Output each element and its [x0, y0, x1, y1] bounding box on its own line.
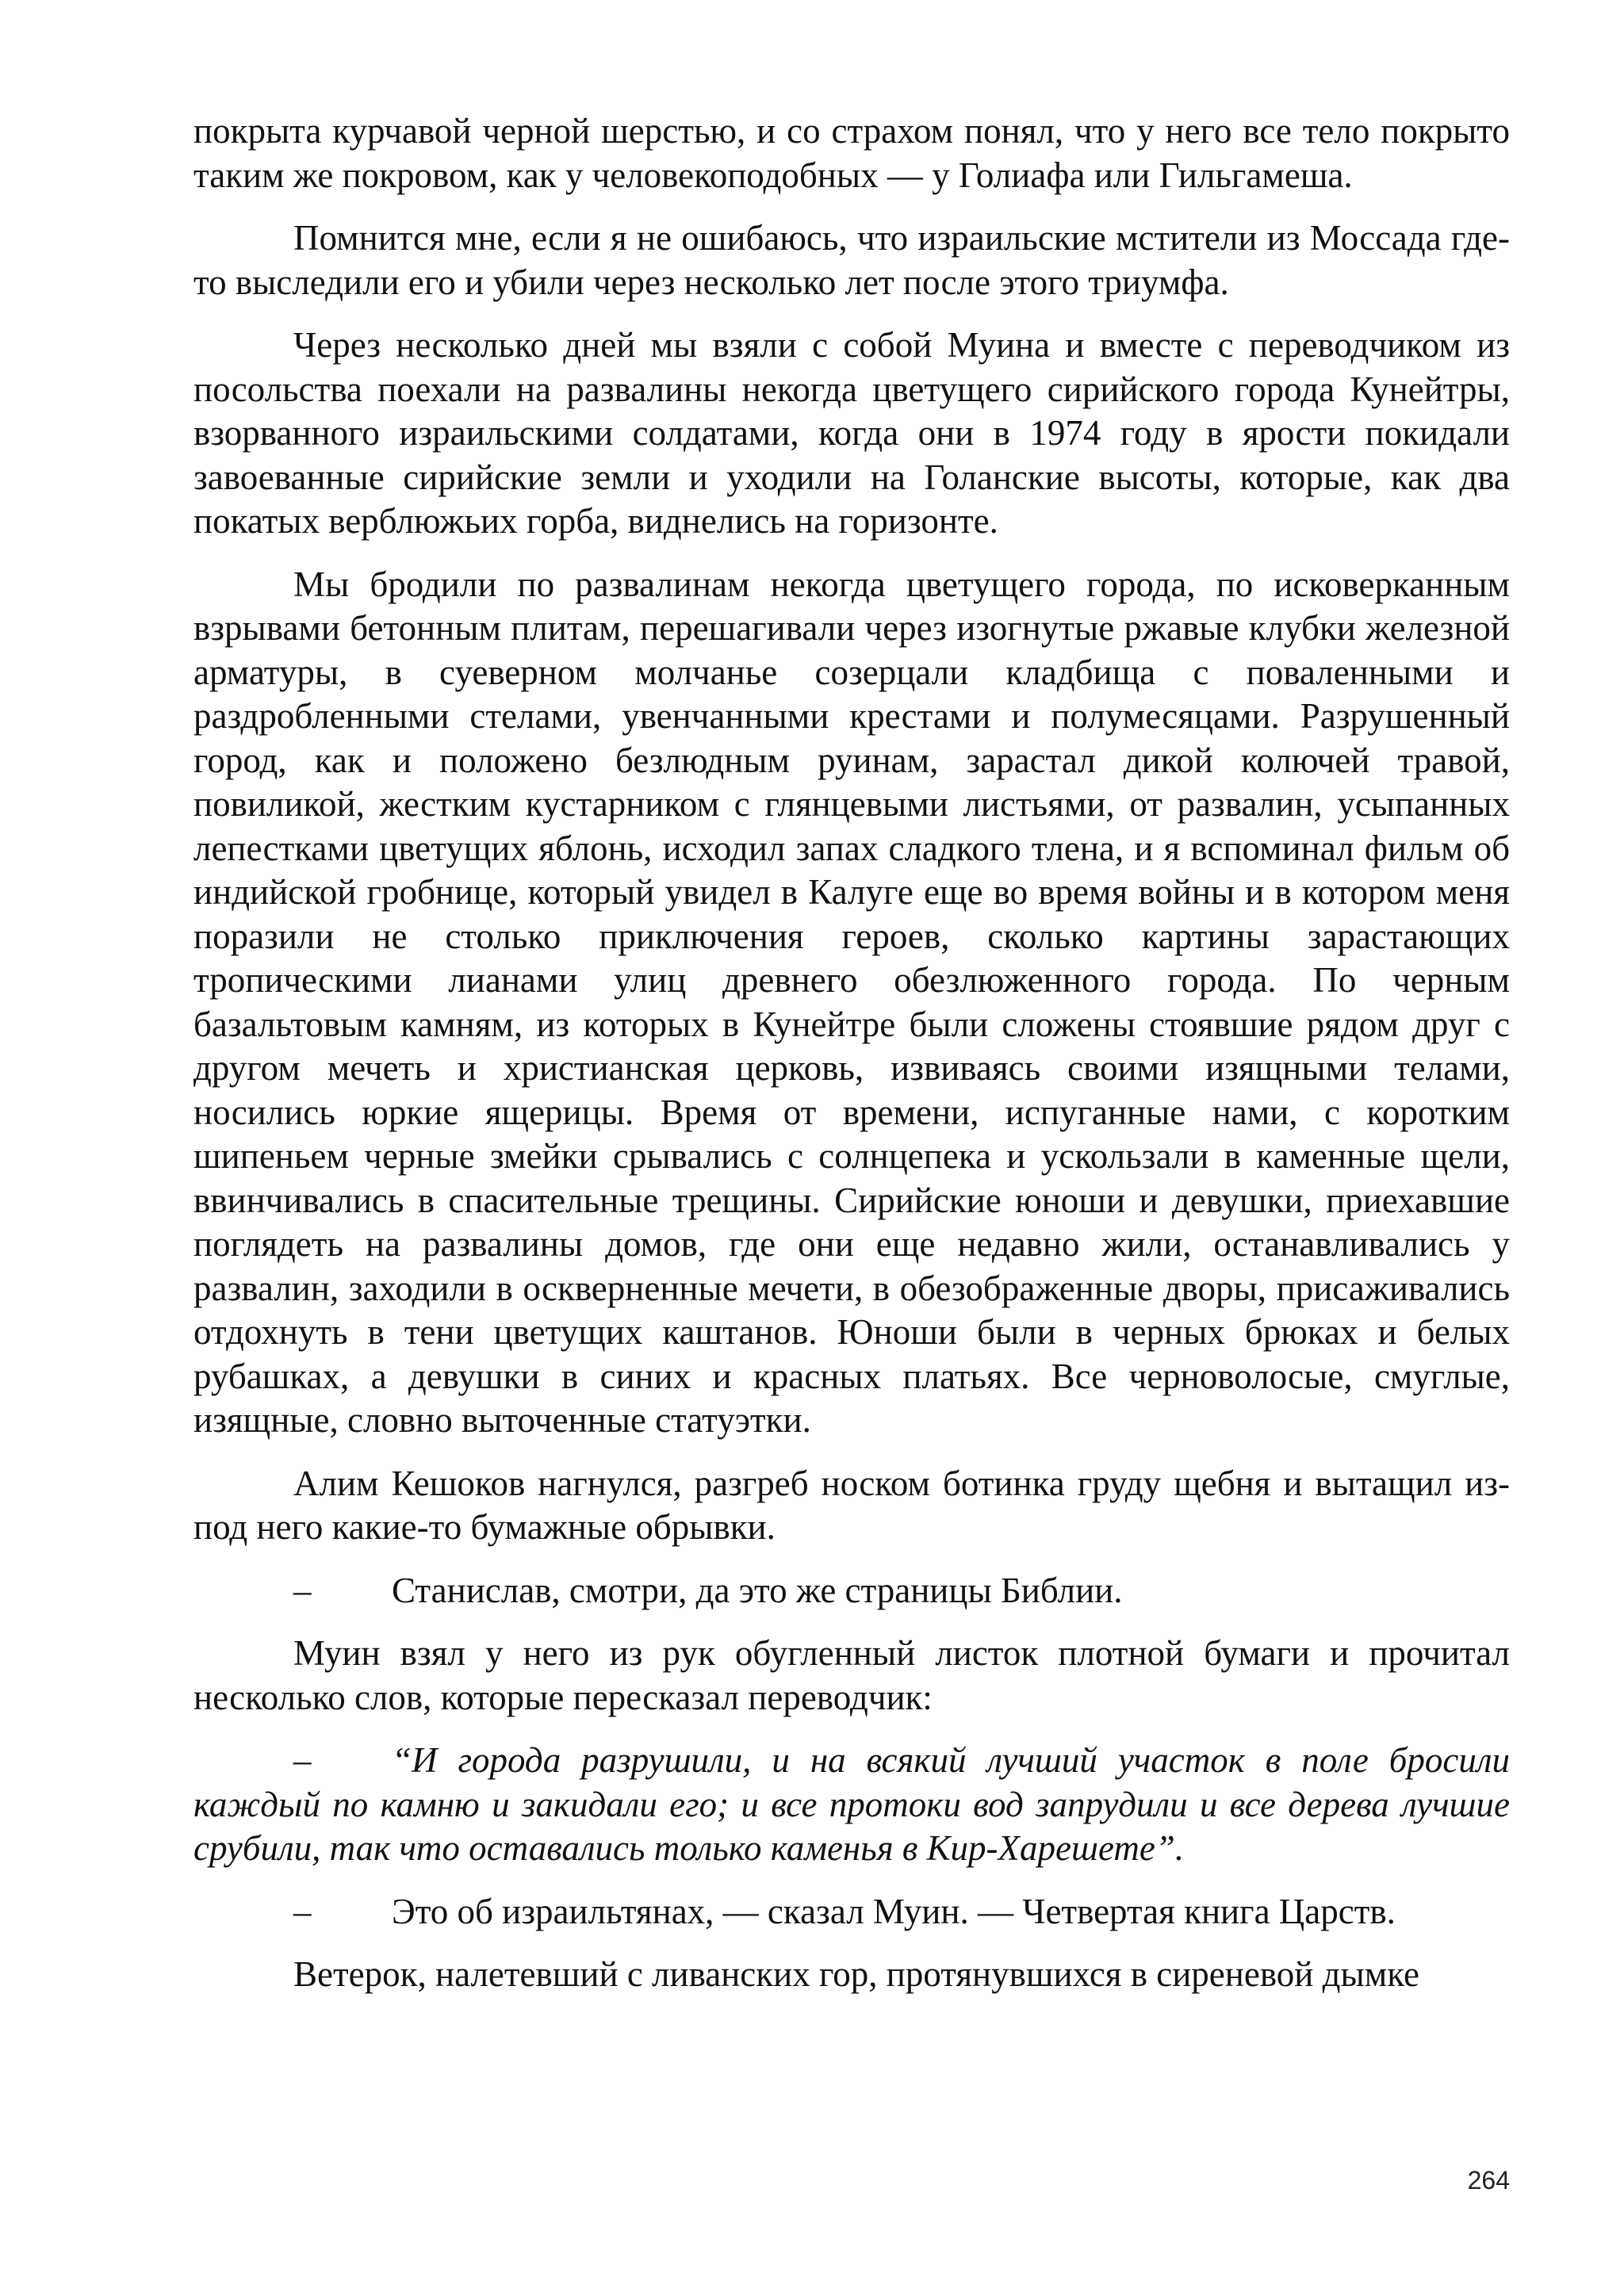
dialog-dash: – [293, 1570, 312, 1610]
dialog-text: “И города разрушили, и на всякий лучший участок в поле бросили каждый по камню и закидали его; и все протоки вод запрудили и все дерева лучшие срубили, так что оставались только каменья в Кир-Харешете”. [193, 1740, 1510, 1868]
paragraph-continuation: покрыта курчавой черной шерстью, и со страхом понял, что у него все тело покрыто таким же покровом, как у человекоподобных — у Голиафа или Гильгамеша. [193, 111, 1510, 195]
dialog-dash: – [293, 1891, 312, 1931]
paragraph-mossad: Помнится мне, если я не ошибаюсь, что израильские мстители из Моссада где-то выследили его и убили через несколько лет после этого триумфа. [193, 218, 1510, 302]
dialog-line-stanislav [193, 1569, 1510, 1613]
dialog-line-muin [193, 1890, 1510, 1934]
paragraph-ruins: Мы бродили по развалинам некогда цветущего города, по исковерканным взрывами бетонным плитам, перешагивали через изогнутые ржавые клубки железной арматуры, в суеверном молчанье созерцали кладбища с поваленными и раздробленными стелами, увенчанными крестами и полумесяцами. Разрушенный город, как и положено безлюдным руинам, зарастал дикой колючей травой, повиликой, жестким кустарником с глянцевыми листьями, от развалин, усыпанных лепестками цветущих яблонь, исходил запах сладкого тлена, и я вспоминал фильм об индийской гробнице, который увидел в Калуге еще во время войны и в котором меня поразили не столько приключения героев, сколько картины зарастающих тропическими лианами улиц древнего обезлюженного города. По черным базальтовым камням, из которых в Кунейтре были сложены стоявшие рядом друг с другом мечеть и христианская церковь, извиваясь своими изящными телами, носились юркие ящерицы. Время от времени, испуганные нами, с коротким шипеньем черные змейки срывались с солнцепека и ускользали в каменные щели, ввинчивались в спасительные трещины. Сирийские юноши и девушки, приехавшие поглядеть на развалины домов, где они еще недавно жили, останавливались у развалин, заходили в оскверненные мечети, в обезображенные дворы, присаживались отдохнуть в тени цветущих каштанов. Юноши были в черных брюках и белых рубашках, а девушки в синих и красных платьях. Все черноволосые, смуглые, изящные, словно выточенные статуэтки. [193, 564, 1510, 1440]
dialog-text: Это об израильтянах, — сказал Муин. — Четвертая книга Царств. [392, 1891, 1396, 1931]
paragraph-kesh-okov: Алим Кешоков нагнулся, разгреб носком ботинка груду щебня и вытащил из-под него какие-то бумажные обрывки. [193, 1463, 1510, 1547]
paragraph-breeze: Ветерок, налетевший с ливанских гор, протянувшихся в сиреневой дымке [293, 1954, 1419, 1994]
dialog-text: Станислав, смотри, да это же страницы Библии. [392, 1570, 1123, 1610]
dialog-line-bible-quote [193, 1739, 1510, 1871]
paragraph-quneitra-trip: Через несколько дней мы взяли с собой Муина и вместе с переводчиком из посольства поехали на развалины некогда цветущего сирийского города Кунейтры, взорванного израильскими солдатами, когда они в 1974 году в ярости покидали завоеванные сирийские земли и уходили на Голанские высоты, которые, как два покатых верблюжьих горба, виднелись на горизонте. [193, 325, 1510, 541]
page-number: 264 [1467, 2166, 1510, 2195]
paragraph-muin-reads: Муин взял у него из рук обугленный листок плотной бумаги и прочитал несколько слов, которые пересказал переводчик: [193, 1633, 1510, 1717]
page-body [193, 109, 1510, 2016]
dialog-dash: – [293, 1740, 312, 1780]
